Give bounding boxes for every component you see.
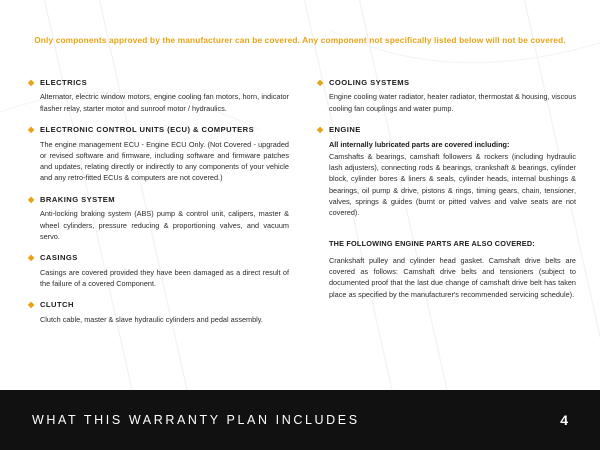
section-braking-system	[28, 195, 291, 242]
section-lead-text: All internally lubricated parts are covered including:	[328, 139, 510, 149]
diamond-bullet-icon: ◆	[28, 78, 35, 87]
section-title: ENGINE	[328, 125, 361, 135]
section-header	[28, 300, 291, 309]
section-header	[317, 125, 578, 134]
section-body: Clutch cable, master & slave hydraulic cylinders and pedal assembly.	[40, 314, 263, 324]
section-title: BRAKING SYSTEM	[40, 194, 116, 204]
section-casings	[28, 253, 291, 289]
page-number: 4	[560, 412, 568, 428]
additional-covered-parts-body: Crankshaft pulley and cylinder head gasket. Camshaft drive belts are covered as follows: Camshaft drive belts and tensioners (subject to documented proof that the last due change of camshaft drive belt has taken place as specified by the manufacturer's recommended servicing schedule).	[328, 255, 576, 299]
section-cooling-systems	[317, 78, 578, 114]
additional-covered-parts-heading: THE FOLLOWING ENGINE PARTS ARE ALSO COVERED:	[328, 238, 535, 248]
section-engine	[317, 125, 578, 219]
section-clutch	[28, 300, 291, 325]
section-title: COOLING SYSTEMS	[328, 78, 410, 87]
two-column-layout	[22, 78, 578, 382]
section-title: CLUTCH	[40, 300, 74, 310]
section-body: Camshafts & bearings, camshaft followers & rockers (including hydraulic lash adjusters), connecting rods & bearings, crankshaft & bearings, cylinder block, cylinder bores & liners & seals, cylinder heads, internal bushings & bearings, oil pump & drive, pistons & rings, timing gears, chain, tensioner, valves, springs & guides (burnt or pitted valves and valve seats are not covered).	[328, 151, 576, 218]
diamond-bullet-icon: ◆	[28, 300, 35, 310]
page-footer	[0, 390, 600, 450]
section-header	[28, 253, 291, 262]
section-body: Alternator, electric window motors, engine cooling fan motors, horn, indicator flasher relay, starter motor and sunroof motor / hydraulics.	[40, 92, 289, 113]
section-header	[28, 195, 291, 204]
diamond-bullet-icon: ◆	[316, 78, 324, 87]
section-title: ELECTRONIC CONTROL UNITS (ECU) & COMPUTERS	[40, 125, 255, 135]
section-electrics	[28, 78, 291, 114]
section-body: Casings are covered provided they have been damaged as a direct result of the failure of a covered Component.	[40, 267, 289, 288]
section-body: Engine cooling water radiator, heater radiator, thermostat & housing, viscous cooling fan couplings and water pump.	[328, 92, 576, 113]
right-column	[309, 78, 578, 382]
section-header	[317, 78, 578, 87]
section-title: CASINGS	[40, 253, 78, 263]
section-title: ELECTRICS	[40, 78, 88, 87]
section-body: Anti-locking braking system (ABS) pump & control unit, calipers, master & wheel cylinders, pressure reducing & proportioning valves, and vacuum servo.	[40, 209, 289, 241]
diamond-bullet-icon: ◆	[28, 194, 35, 204]
section-header	[28, 125, 291, 134]
diamond-bullet-icon: ◆	[28, 253, 35, 263]
coverage-notice: Only components approved by the manufacturer can be covered. Any component not specifically listed below will not be covered.	[34, 35, 566, 45]
section-body: The engine management ECU - Engine ECU Only. (Not Covered - upgraded or revised software and firmware, including software and firmware patches and updates, relating directly or indirectly to any components of your vehicle and any retro-fitted ECUs & computers are not covered.)	[40, 139, 289, 183]
section-electronic-control-units	[28, 125, 291, 184]
diamond-bullet-icon: ◆	[28, 125, 35, 135]
left-column	[22, 78, 291, 382]
diamond-bullet-icon: ◆	[316, 125, 324, 135]
footer-title: WHAT THIS WARRANTY PLAN INCLUDES	[32, 413, 360, 427]
section-header	[28, 78, 291, 87]
